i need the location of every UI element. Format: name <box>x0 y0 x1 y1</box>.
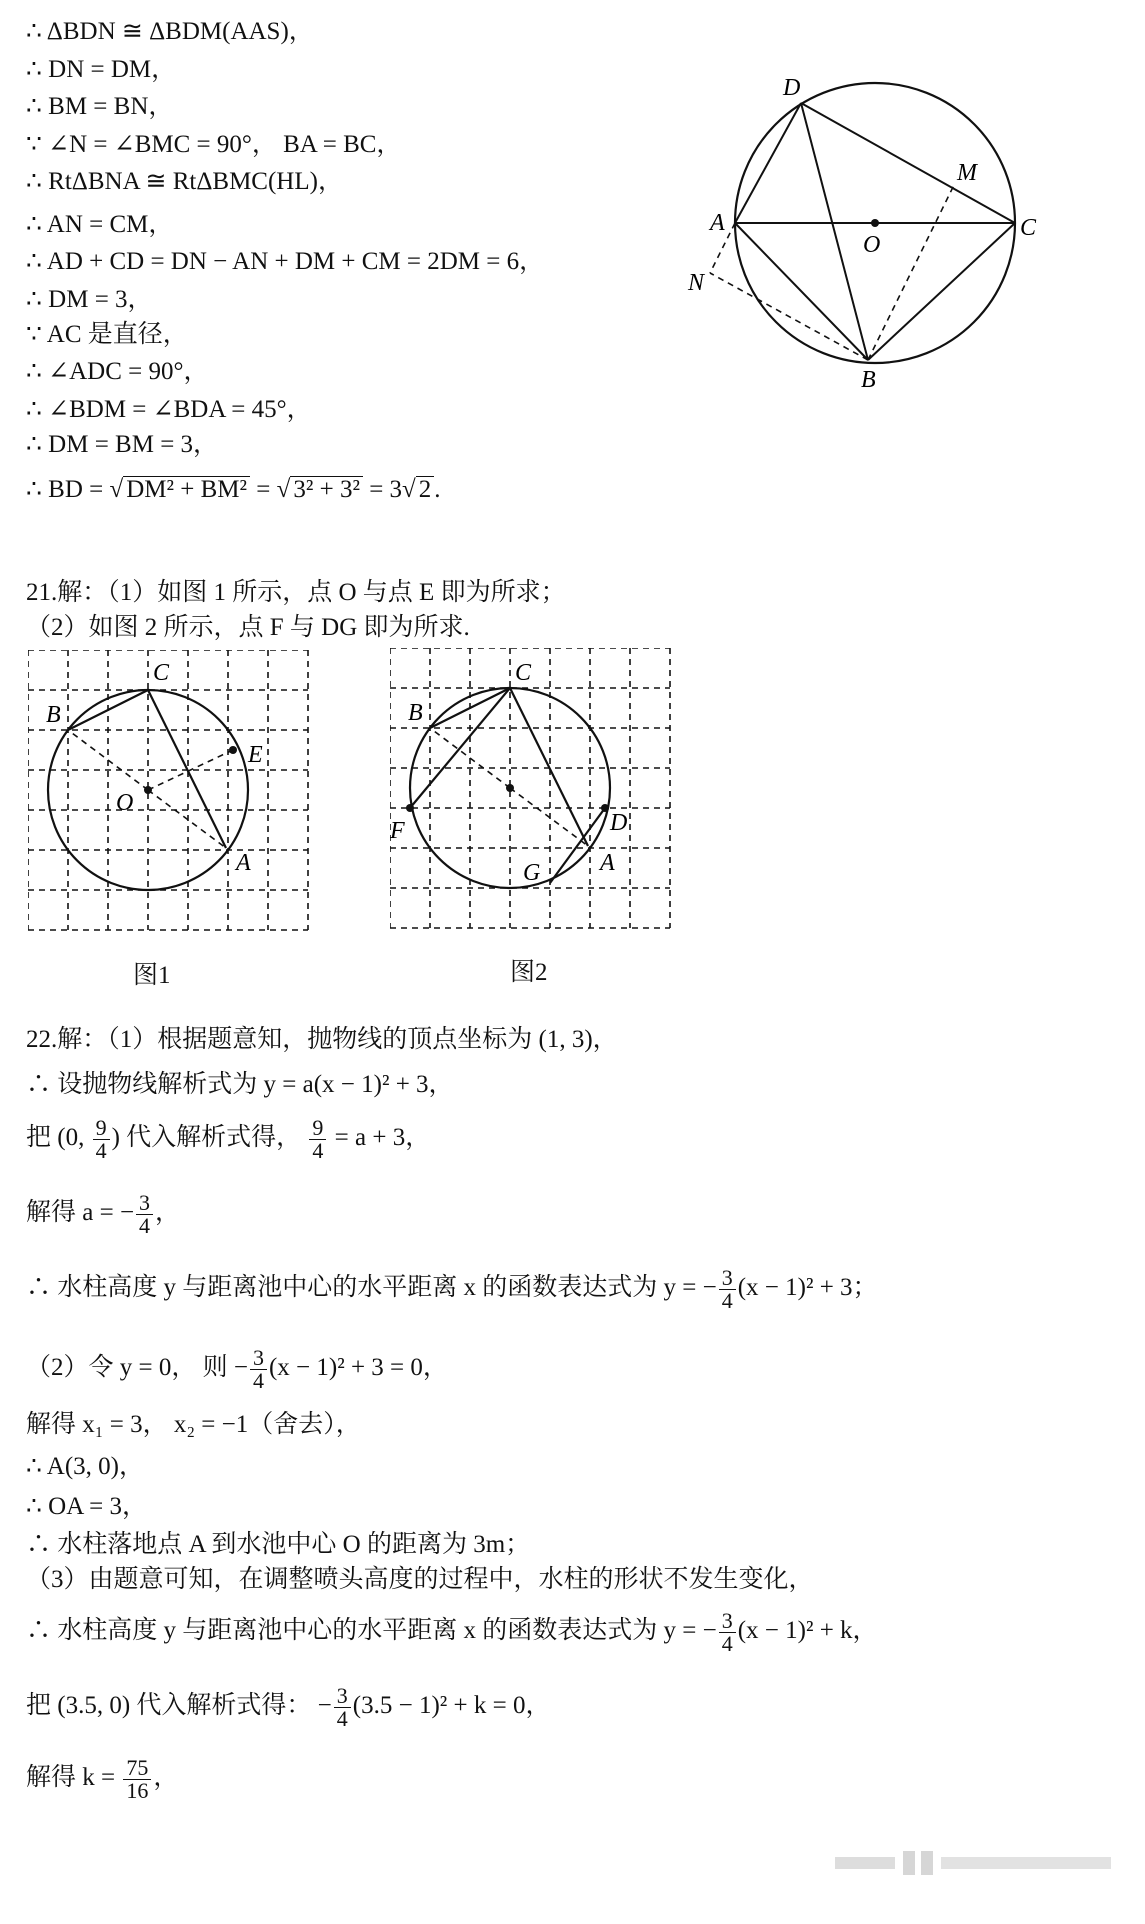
label-D: D <box>610 810 628 836</box>
sqrt-expression-2: 3² + 3² <box>290 476 363 503</box>
circle-figure-top <box>670 65 1040 400</box>
q22-line-7: 解得 x₁ = 3， x₂ = −1（舍去）， <box>26 1411 361 1438</box>
fraction-3-4: $\frac{3}{4}$ <box>719 1610 736 1655</box>
label-C: C <box>515 660 532 686</box>
q22-line-1: 22.解：（1）根据题意知，抛物线的顶点坐标为 (1, 3)， <box>26 1026 618 1053</box>
fraction-75-16: $\frac{75}{16}$ <box>123 1757 151 1802</box>
proof-line-11: ∴ ∠BDM = ∠BDA = 45°， <box>26 396 312 423</box>
fraction-3-4: $\frac{3}{4}$ <box>136 1192 153 1237</box>
q21-line-2: （2）如图 2 所示，点 F 与 DG 即为所求. <box>26 614 470 641</box>
q22-line-2: ∴ 设抛物线解析式为 y = a(x − 1)² + 3， <box>26 1071 454 1098</box>
q21-line-1: 21.解：（1）如图 1 所示，点 O 与点 E 即为所求； <box>26 579 566 606</box>
proof-line-6: ∴ AN = CM， <box>26 211 174 238</box>
q22-line-3: 把 (0, $\frac{9}{4}$ ) 代入解析式得， $\frac{9}{4}$ = a + 3， <box>26 1114 431 1163</box>
label-O: O <box>863 232 881 258</box>
fraction-3-4: $\frac{3}{4}$ <box>334 1685 351 1730</box>
proof-line-4: ∵ ∠N = ∠BMC = 90°， BA = BC， <box>26 131 402 158</box>
label-B: B <box>408 700 423 726</box>
proof-line-5: ∴ RtΔBNA ≅ RtΔBMC(HL)， <box>26 168 343 195</box>
figure-2-caption: 图2 <box>510 959 548 986</box>
label-A: A <box>600 850 615 876</box>
proof-line-12: ∴ DM = BM = 3， <box>26 431 219 458</box>
grid-figure-2 <box>390 648 680 938</box>
fraction-9-4-b: $\frac{9}{4}$ <box>309 1117 326 1162</box>
label-N: N <box>688 270 705 296</box>
q22-line-9: ∴ OA = 3， <box>26 1493 147 1520</box>
proof-line-10: ∴ ∠ADC = 90°， <box>26 358 209 385</box>
q22-line-14: 解得 k = $\frac{75}{16}$ ， <box>26 1754 179 1803</box>
fraction-3-4: $\frac{3}{4}$ <box>719 1267 736 1312</box>
label-B: B <box>861 367 876 393</box>
q22-line-4: 解得 a = − $\frac{3}{4}$ ， <box>26 1189 181 1238</box>
proof-line-8: ∴ DM = 3， <box>26 286 153 313</box>
proof-line-7: ∴ AD + CD = DN − AN + DM + CM = 2DM = 6， <box>26 248 545 275</box>
label-D: D <box>783 75 801 101</box>
q22-line-11: （3）由题意可知，在调整喷头高度的过程中，水柱的形状不发生变化， <box>26 1566 814 1593</box>
proof-line-1: ∴ ΔBDN ≅ ΔBDM(AAS)， <box>26 18 314 45</box>
label-C: C <box>153 660 170 686</box>
proof-line-13: ∴ BD = √ DM² + BM² = √ 3² + 3² = 3√ 2 . <box>26 476 441 503</box>
label-F: F <box>390 818 405 844</box>
q22-line-13: 把 (3.5, 0) 代入解析式得： − $\frac{3}{4}$ (3.5 − 1)² + k = 0， <box>26 1682 551 1731</box>
fraction-3-4: $\frac{3}{4}$ <box>250 1347 267 1392</box>
q22-line-12: ∴ 水柱高度 y 与距离池中心的水平距离 x 的函数表达式为 y = − $\frac{3}{4}$ (x − 1)² + k， <box>26 1607 878 1656</box>
proof-line-3: ∴ BM = BN， <box>26 93 174 120</box>
proof-line-9: ∵ AC 是直径， <box>26 321 188 348</box>
label-A: A <box>710 210 725 236</box>
fraction-9-4: $\frac{9}{4}$ <box>93 1117 110 1162</box>
watermark-logo <box>835 1843 1115 1888</box>
label-M: M <box>957 160 977 186</box>
sqrt-expression-3: 2 <box>416 476 435 503</box>
sqrt-expression-1: DM² + BM² <box>123 476 250 503</box>
q22-line-5: ∴ 水柱高度 y 与距离池中心的水平距离 x 的函数表达式为 y = − $\frac{3}{4}$ (x − 1)² + 3； <box>26 1264 878 1313</box>
q22-line-6: （2）令 y = 0， 则 − $\frac{3}{4}$ (x − 1)² + 3 = 0， <box>26 1344 448 1393</box>
label-E: E <box>248 742 263 768</box>
q22-line-10: ∴ 水柱落地点 A 到水池中心 O 的距离为 3m； <box>26 1531 531 1558</box>
label-B: B <box>46 702 61 728</box>
figure-1-caption: 图1 <box>133 962 171 989</box>
label-G: G <box>523 860 541 886</box>
label-O: O <box>116 790 134 816</box>
proof-line-2: ∴ DN = DM， <box>26 56 177 83</box>
label-C: C <box>1020 215 1037 241</box>
label-A: A <box>236 850 251 876</box>
grid-figure-1 <box>28 650 318 940</box>
q22-line-8: ∴ A(3, 0)， <box>26 1453 144 1480</box>
